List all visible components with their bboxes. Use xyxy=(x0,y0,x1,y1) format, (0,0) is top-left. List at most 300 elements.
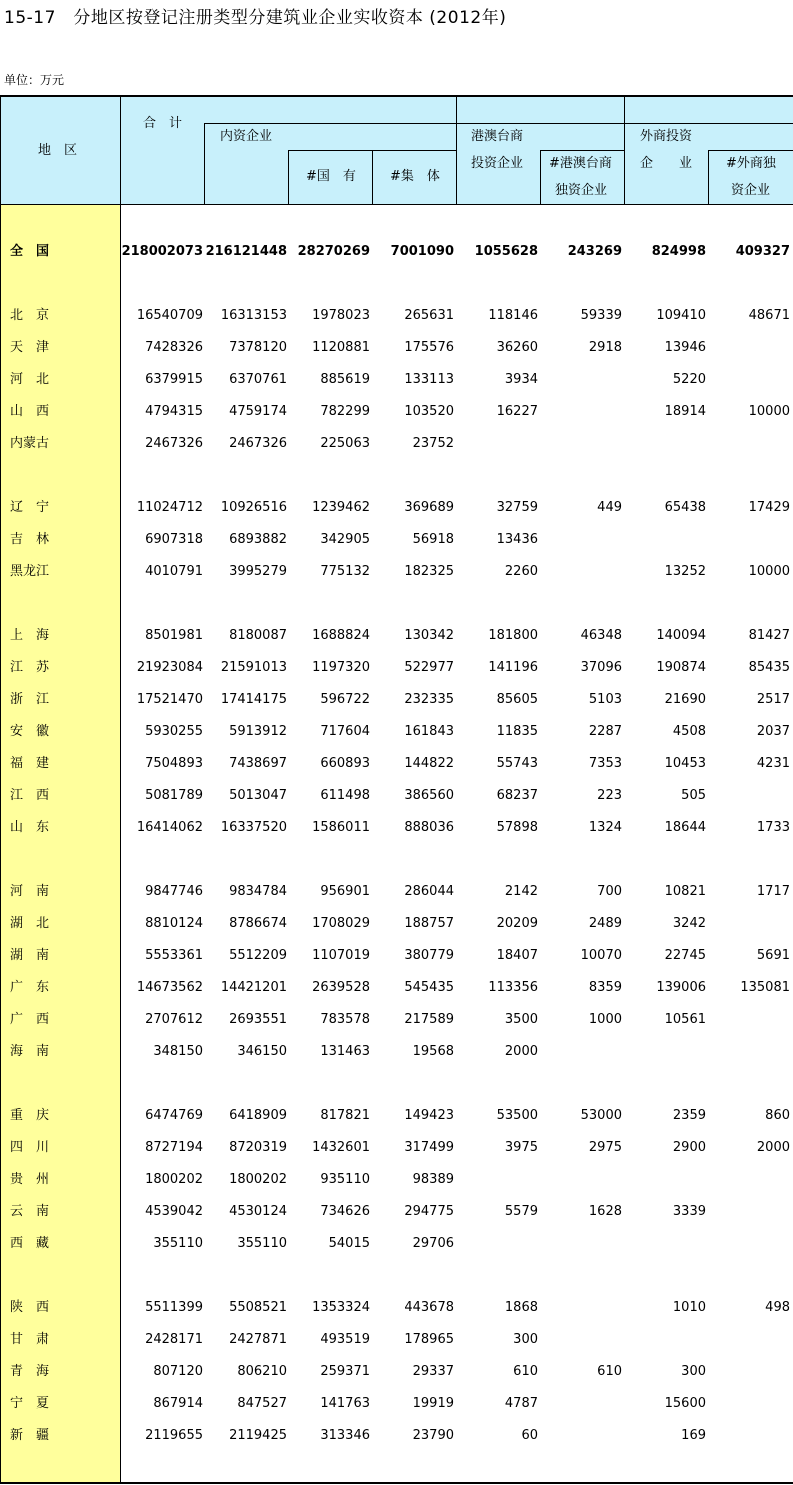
cell-foreign-sole xyxy=(709,786,790,806)
region-name: 湖 北 xyxy=(10,916,50,931)
cell-state-owned: 935110 xyxy=(320,1172,370,1187)
cell-hmt-sole xyxy=(541,1330,622,1350)
cell-foreign: 15600 xyxy=(664,1396,706,1411)
cell-collective: 23790 xyxy=(412,1428,454,1443)
cell-hmt: 3500 xyxy=(504,1012,538,1027)
cell-state-owned: 956901 xyxy=(320,884,370,899)
cell-hmt: 2260 xyxy=(504,564,538,579)
cell-hmt: 18407 xyxy=(496,948,538,963)
cell-hmt-sole: 223 xyxy=(597,788,622,803)
cell-total: 16540709 xyxy=(136,308,203,323)
region-name: 江 西 xyxy=(10,788,50,803)
table-row xyxy=(0,1426,793,1446)
region-name: 广 西 xyxy=(10,1012,50,1027)
cell-total: 16414062 xyxy=(136,820,203,835)
cell-collective: 149423 xyxy=(404,1108,454,1123)
cell-foreign: 10453 xyxy=(664,756,706,771)
region-name: 山 西 xyxy=(10,404,50,419)
cell-hmt: 55743 xyxy=(496,756,538,771)
cell-total: 6907318 xyxy=(145,532,203,547)
cell-domestic: 2119425 xyxy=(229,1428,287,1443)
table-row xyxy=(0,722,793,742)
cell-foreign: 300 xyxy=(681,1364,706,1379)
cell-collective: 545435 xyxy=(404,980,454,995)
table-row xyxy=(0,370,793,390)
cell-total: 4794315 xyxy=(145,404,203,419)
cell-hmt: 1055628 xyxy=(474,244,538,259)
cell-hmt-sole xyxy=(541,1234,622,1254)
cell-collective: 522977 xyxy=(404,660,454,675)
cell-hmt: 1868 xyxy=(504,1300,538,1315)
cell-hmt xyxy=(457,1234,538,1254)
cell-foreign-sole xyxy=(709,1202,790,1222)
cell-hmt: 141196 xyxy=(488,660,538,675)
cell-state-owned: 313346 xyxy=(320,1428,370,1443)
cell-total: 11024712 xyxy=(136,500,203,515)
cell-total: 5930255 xyxy=(145,724,203,739)
cell-state-owned: 1688824 xyxy=(312,628,370,643)
cell-collective: 19568 xyxy=(412,1044,454,1059)
cell-domestic: 7438697 xyxy=(229,756,287,771)
cell-foreign-sole xyxy=(709,434,790,454)
table-row xyxy=(0,530,793,550)
cell-foreign: 109410 xyxy=(656,308,706,323)
cell-hmt-sole: 59339 xyxy=(580,308,622,323)
cell-hmt-sole: 243269 xyxy=(567,244,622,259)
region-name: 吉 林 xyxy=(10,532,50,547)
cell-total: 8810124 xyxy=(145,916,203,931)
cell-foreign: 140094 xyxy=(656,628,706,643)
cell-collective: 98389 xyxy=(412,1172,454,1187)
table-row xyxy=(0,882,793,902)
header-hmt-sole-line1: #港澳台商 xyxy=(549,156,612,171)
region-name: 河 北 xyxy=(10,372,50,387)
cell-domestic: 17414175 xyxy=(220,692,287,707)
cell-hmt-sole xyxy=(541,434,622,454)
cell-hmt: 113356 xyxy=(488,980,538,995)
cell-domestic: 1800202 xyxy=(229,1172,287,1187)
region-name: 天 津 xyxy=(10,340,50,355)
cell-total: 348150 xyxy=(153,1044,203,1059)
cell-foreign-sole xyxy=(709,1362,790,1382)
cell-collective: 369689 xyxy=(404,500,454,515)
cell-domestic: 5508521 xyxy=(229,1300,287,1315)
cell-total: 6379915 xyxy=(145,372,203,387)
cell-state-owned: 28270269 xyxy=(297,244,370,259)
cell-domestic: 6893882 xyxy=(229,532,287,547)
cell-hmt-sole: 449 xyxy=(597,500,622,515)
cell-hmt: 118146 xyxy=(488,308,538,323)
cell-domestic: 5913912 xyxy=(229,724,287,739)
cell-collective: 175576 xyxy=(404,340,454,355)
cell-hmt: 20209 xyxy=(496,916,538,931)
cell-collective: 265631 xyxy=(404,308,454,323)
cell-collective: 144822 xyxy=(404,756,454,771)
cell-hmt-sole: 10070 xyxy=(580,948,622,963)
cell-total: 21923084 xyxy=(136,660,203,675)
cell-hmt-sole: 2975 xyxy=(588,1140,622,1155)
region-name: 全 国 xyxy=(10,244,50,259)
cell-state-owned: 782299 xyxy=(320,404,370,419)
cell-foreign-sole: 48671 xyxy=(748,308,790,323)
cell-foreign-sole xyxy=(709,370,790,390)
header-divider-domestic xyxy=(204,123,205,205)
cell-state-owned: 1586011 xyxy=(312,820,370,835)
header-rule-domestic xyxy=(289,150,457,151)
header-divider-foreign xyxy=(624,96,625,205)
header-foreign-line2: 企 业 xyxy=(640,156,693,171)
cell-domestic: 7378120 xyxy=(229,340,287,355)
cell-foreign-sole xyxy=(709,1234,790,1254)
table-row xyxy=(0,434,793,454)
cell-foreign xyxy=(625,1042,706,1062)
cell-hmt: 36260 xyxy=(496,340,538,355)
cell-hmt-sole: 8359 xyxy=(588,980,622,995)
header-region: 地 区 xyxy=(38,143,78,158)
header-divider-hmt xyxy=(456,96,457,205)
cell-collective: 188757 xyxy=(404,916,454,931)
cell-foreign-sole: 2000 xyxy=(756,1140,790,1155)
cell-foreign: 13946 xyxy=(664,340,706,355)
cell-hmt-sole: 700 xyxy=(597,884,622,899)
region-name: 云 南 xyxy=(10,1204,50,1219)
cell-domestic: 3995279 xyxy=(229,564,287,579)
region-name: 辽 宁 xyxy=(10,500,50,515)
cell-total: 2119655 xyxy=(145,1428,203,1443)
cell-foreign xyxy=(625,1234,706,1254)
cell-foreign-sole xyxy=(709,1426,790,1446)
cell-total: 1800202 xyxy=(145,1172,203,1187)
region-name: 黑龙江 xyxy=(10,564,50,579)
cell-domestic: 346150 xyxy=(237,1044,287,1059)
cell-hmt: 181800 xyxy=(488,628,538,643)
table-row xyxy=(0,1394,793,1414)
cell-collective: 443678 xyxy=(404,1300,454,1315)
cell-foreign: 18914 xyxy=(664,404,706,419)
cell-foreign-sole xyxy=(709,1010,790,1030)
cell-hmt-sole: 2918 xyxy=(588,340,622,355)
cell-total: 8727194 xyxy=(145,1140,203,1155)
header-total: 合 计 xyxy=(143,116,183,131)
cell-domestic: 16337520 xyxy=(220,820,287,835)
cell-domestic: 6370761 xyxy=(229,372,287,387)
table-bottom-rule xyxy=(0,1482,793,1484)
table-row xyxy=(0,1330,793,1350)
cell-state-owned: 775132 xyxy=(320,564,370,579)
cell-collective: 29337 xyxy=(412,1364,454,1379)
cell-collective: 294775 xyxy=(404,1204,454,1219)
cell-state-owned: 1978023 xyxy=(312,308,370,323)
cell-foreign: 2359 xyxy=(672,1108,706,1123)
table-row xyxy=(0,626,793,646)
cell-hmt xyxy=(457,1170,538,1190)
cell-hmt: 57898 xyxy=(496,820,538,835)
region-name: 湖 南 xyxy=(10,948,50,963)
cell-total: 5081789 xyxy=(145,788,203,803)
cell-hmt-sole: 1324 xyxy=(588,820,622,835)
cell-total: 4539042 xyxy=(145,1204,203,1219)
header-hmt-line2: 投资企业 xyxy=(471,156,524,171)
cell-foreign: 3339 xyxy=(672,1204,706,1219)
cell-domestic: 5512209 xyxy=(229,948,287,963)
cell-total: 8501981 xyxy=(145,628,203,643)
cell-foreign: 4508 xyxy=(672,724,706,739)
cell-foreign-sole xyxy=(709,1042,790,1062)
cell-domestic: 10926516 xyxy=(220,500,287,515)
cell-collective: 217589 xyxy=(404,1012,454,1027)
cell-hmt: 85605 xyxy=(496,692,538,707)
cell-collective: 19919 xyxy=(412,1396,454,1411)
cell-domestic: 8786674 xyxy=(229,916,287,931)
cell-foreign-sole: 2037 xyxy=(756,724,790,739)
cell-hmt: 3975 xyxy=(504,1140,538,1155)
cell-state-owned: 493519 xyxy=(320,1332,370,1347)
cell-foreign: 5220 xyxy=(672,372,706,387)
cell-collective: 7001090 xyxy=(390,244,454,259)
table-row xyxy=(0,786,793,806)
region-name: 重 庆 xyxy=(10,1108,50,1123)
cell-foreign: 3242 xyxy=(672,916,706,931)
cell-hmt-sole: 2489 xyxy=(588,916,622,931)
cell-hmt: 4787 xyxy=(504,1396,538,1411)
cell-foreign xyxy=(625,434,706,454)
header-domestic: 内资企业 xyxy=(220,129,273,144)
cell-state-owned: 1353324 xyxy=(312,1300,370,1315)
cell-hmt-sole xyxy=(541,1426,622,1446)
cell-total: 14673562 xyxy=(136,980,203,995)
cell-foreign-sole xyxy=(709,338,790,358)
cell-domestic: 14421201 xyxy=(220,980,287,995)
cell-foreign-sole: 17429 xyxy=(748,500,790,515)
cell-hmt: 11835 xyxy=(496,724,538,739)
cell-foreign: 190874 xyxy=(656,660,706,675)
table-row xyxy=(0,818,793,838)
cell-state-owned: 1239462 xyxy=(312,500,370,515)
table-row xyxy=(0,498,793,518)
cell-foreign-sole: 498 xyxy=(765,1300,790,1315)
cell-total: 218002073 xyxy=(121,244,203,259)
table-row xyxy=(0,1202,793,1222)
table-row xyxy=(0,946,793,966)
cell-state-owned: 2639528 xyxy=(312,980,370,995)
region-name: 四 川 xyxy=(10,1140,50,1155)
header-bottom-rule xyxy=(0,204,793,205)
cell-domestic: 847527 xyxy=(237,1396,287,1411)
cell-foreign-sole: 409327 xyxy=(735,244,790,259)
header-state-owned: #国 有 xyxy=(306,169,356,184)
region-name: 宁 夏 xyxy=(10,1396,50,1411)
cell-domestic: 2427871 xyxy=(229,1332,287,1347)
table-row xyxy=(0,754,793,774)
region-name: 安 徽 xyxy=(10,724,50,739)
cell-state-owned: 1432601 xyxy=(312,1140,370,1155)
region-name: 北 京 xyxy=(10,308,50,323)
cell-total: 9847746 xyxy=(145,884,203,899)
table-row xyxy=(0,1234,793,1254)
cell-hmt-sole: 1628 xyxy=(588,1204,622,1219)
cell-hmt: 13436 xyxy=(496,532,538,547)
cell-hmt-sole xyxy=(541,530,622,550)
cell-domestic: 355110 xyxy=(237,1236,287,1251)
cell-foreign-sole: 10000 xyxy=(748,404,790,419)
region-name: 山 东 xyxy=(10,820,50,835)
cell-domestic: 16313153 xyxy=(220,308,287,323)
cell-collective: 182325 xyxy=(404,564,454,579)
cell-collective: 23752 xyxy=(412,436,454,451)
cell-state-owned: 596722 xyxy=(320,692,370,707)
cell-state-owned: 259371 xyxy=(320,1364,370,1379)
cell-foreign-sole: 135081 xyxy=(740,980,790,995)
cell-collective: 380779 xyxy=(404,948,454,963)
cell-domestic: 2467326 xyxy=(229,436,287,451)
cell-collective: 386560 xyxy=(404,788,454,803)
cell-hmt-sole: 2287 xyxy=(588,724,622,739)
region-name: 江 苏 xyxy=(10,660,50,675)
header-collective: #集 体 xyxy=(390,169,440,184)
cell-foreign-sole: 85435 xyxy=(748,660,790,675)
cell-domestic: 8720319 xyxy=(229,1140,287,1155)
table-row xyxy=(0,338,793,358)
table-row xyxy=(0,1106,793,1126)
header-rule-foreign xyxy=(709,150,793,151)
cell-domestic: 8180087 xyxy=(229,628,287,643)
cell-total: 5511399 xyxy=(145,1300,203,1315)
header-divider-hmt-sole xyxy=(540,150,541,205)
cell-collective: 888036 xyxy=(404,820,454,835)
table-row xyxy=(0,402,793,422)
cell-state-owned: 342905 xyxy=(320,532,370,547)
cell-hmt-sole xyxy=(541,1394,622,1414)
cell-hmt-sole: 46348 xyxy=(580,628,622,643)
table-top-rule xyxy=(0,95,793,97)
region-name: 甘 肃 xyxy=(10,1332,50,1347)
cell-foreign: 21690 xyxy=(664,692,706,707)
cell-domestic: 9834784 xyxy=(229,884,287,899)
table-row xyxy=(0,1362,793,1382)
cell-total: 2428171 xyxy=(145,1332,203,1347)
cell-foreign-sole: 4231 xyxy=(756,756,790,771)
cell-collective: 232335 xyxy=(404,692,454,707)
cell-domestic: 2693551 xyxy=(229,1012,287,1027)
cell-domestic: 4759174 xyxy=(229,404,287,419)
region-name: 西 藏 xyxy=(10,1236,50,1251)
table-row-national-total xyxy=(0,242,793,262)
cell-state-owned: 885619 xyxy=(320,372,370,387)
cell-hmt-sole: 1000 xyxy=(588,1012,622,1027)
cell-state-owned: 783578 xyxy=(320,1012,370,1027)
cell-hmt: 2000 xyxy=(504,1044,538,1059)
table-row xyxy=(0,978,793,998)
table-row xyxy=(0,690,793,710)
cell-state-owned: 611498 xyxy=(320,788,370,803)
cell-hmt: 32759 xyxy=(496,500,538,515)
cell-foreign-sole xyxy=(709,530,790,550)
cell-hmt: 2142 xyxy=(504,884,538,899)
cell-foreign: 169 xyxy=(681,1428,706,1443)
cell-foreign: 10821 xyxy=(664,884,706,899)
cell-foreign-sole: 5691 xyxy=(756,948,790,963)
cell-hmt-sole xyxy=(541,1170,622,1190)
cell-foreign-sole xyxy=(709,1170,790,1190)
cell-total: 5553361 xyxy=(145,948,203,963)
table-row xyxy=(0,1138,793,1158)
cell-hmt xyxy=(457,434,538,454)
region-name: 新 疆 xyxy=(10,1428,50,1443)
cell-state-owned: 1107019 xyxy=(312,948,370,963)
cell-foreign: 18644 xyxy=(664,820,706,835)
cell-foreign: 2900 xyxy=(672,1140,706,1155)
cell-state-owned: 141763 xyxy=(320,1396,370,1411)
cell-hmt-sole xyxy=(541,562,622,582)
region-name: 广 东 xyxy=(10,980,50,995)
cell-state-owned: 1708029 xyxy=(312,916,370,931)
table-row xyxy=(0,658,793,678)
cell-state-owned: 131463 xyxy=(320,1044,370,1059)
cell-collective: 178965 xyxy=(404,1332,454,1347)
cell-foreign xyxy=(625,1170,706,1190)
header-foreign-sole-line2: 资企业 xyxy=(731,183,771,198)
cell-foreign-sole: 81427 xyxy=(748,628,790,643)
cell-hmt-sole: 610 xyxy=(597,1364,622,1379)
cell-foreign: 505 xyxy=(681,788,706,803)
header-divider-foreign-sole xyxy=(708,150,709,205)
cell-domestic: 4530124 xyxy=(229,1204,287,1219)
cell-hmt: 300 xyxy=(513,1332,538,1347)
cell-domestic: 6418909 xyxy=(229,1108,287,1123)
cell-collective: 161843 xyxy=(404,724,454,739)
cell-foreign-sole: 860 xyxy=(765,1108,790,1123)
table-row xyxy=(0,1170,793,1190)
cell-collective: 56918 xyxy=(412,532,454,547)
cell-hmt-sole: 53000 xyxy=(580,1108,622,1123)
cell-state-owned: 225063 xyxy=(320,436,370,451)
region-name: 内蒙古 xyxy=(10,436,50,451)
cell-foreign-sole: 1733 xyxy=(756,820,790,835)
cell-collective: 286044 xyxy=(404,884,454,899)
cell-hmt: 16227 xyxy=(496,404,538,419)
cell-foreign xyxy=(625,530,706,550)
cell-total: 2467326 xyxy=(145,436,203,451)
cell-hmt: 68237 xyxy=(496,788,538,803)
cell-collective: 133113 xyxy=(404,372,454,387)
cell-hmt-sole: 7353 xyxy=(588,756,622,771)
cell-foreign xyxy=(625,1330,706,1350)
cell-domestic: 216121448 xyxy=(205,244,287,259)
cell-collective: 130342 xyxy=(404,628,454,643)
cell-total: 2707612 xyxy=(145,1012,203,1027)
table-row xyxy=(0,1010,793,1030)
region-name: 青 海 xyxy=(10,1364,50,1379)
cell-foreign: 13252 xyxy=(664,564,706,579)
header-hmt-line1: 港澳台商 xyxy=(471,129,524,144)
cell-collective: 317499 xyxy=(404,1140,454,1155)
cell-foreign-sole: 10000 xyxy=(748,564,790,579)
cell-hmt-sole xyxy=(541,1298,622,1318)
cell-foreign: 10561 xyxy=(664,1012,706,1027)
header-divider-state xyxy=(288,150,289,205)
cell-state-owned: 717604 xyxy=(320,724,370,739)
region-column-background xyxy=(0,204,121,1483)
cell-foreign-sole xyxy=(709,1330,790,1350)
table-row xyxy=(0,914,793,934)
cell-total: 355110 xyxy=(153,1236,203,1251)
cell-foreign: 22745 xyxy=(664,948,706,963)
header-hmt-sole-line2: 独资企业 xyxy=(555,183,608,198)
cell-total: 7504893 xyxy=(145,756,203,771)
cell-hmt: 5579 xyxy=(504,1204,538,1219)
cell-hmt-sole xyxy=(541,402,622,422)
table-row xyxy=(0,306,793,326)
